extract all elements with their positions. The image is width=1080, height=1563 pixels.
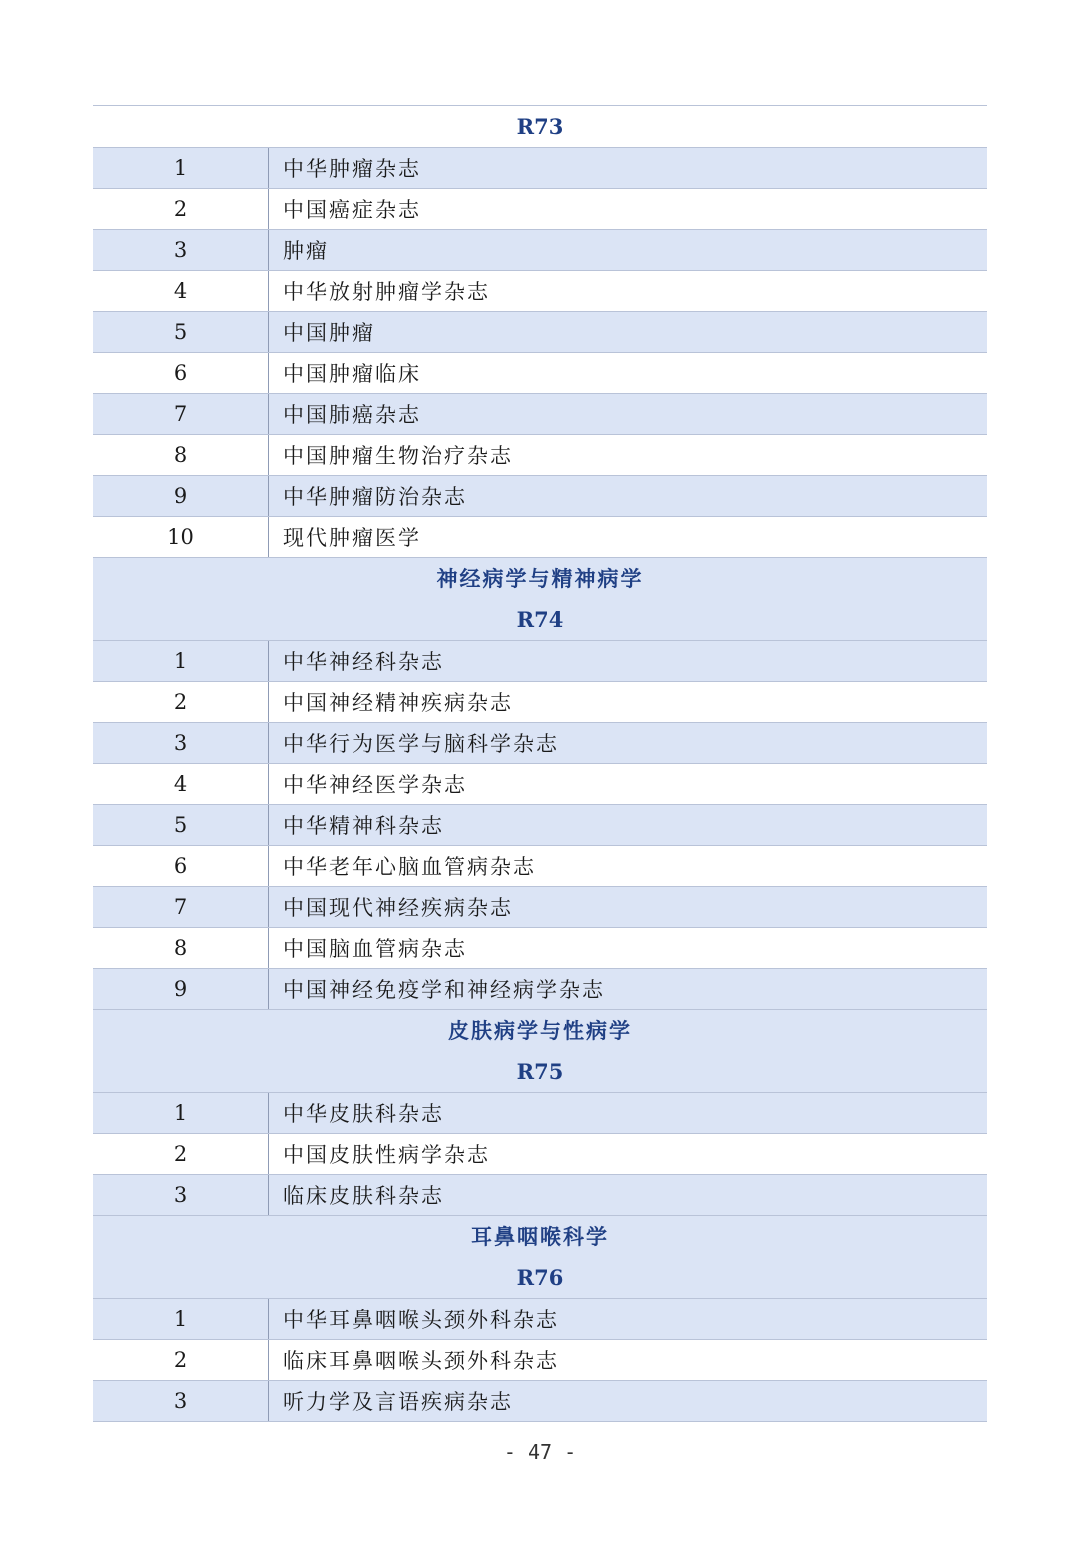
section-code: R75 <box>516 1059 564 1084</box>
section-header <box>93 558 987 641</box>
journal-name-cell: 中华放射肿瘤学杂志 <box>283 280 490 304</box>
table-row <box>93 1299 987 1340</box>
journal-name-cell: 中国肿瘤 <box>283 321 375 345</box>
table-row <box>93 1381 987 1422</box>
journal-name-cell: 中华耳鼻咽喉头颈外科杂志 <box>283 1308 559 1332</box>
rank-cell: 1 <box>93 148 269 188</box>
rank-cell: 4 <box>93 271 269 311</box>
table-row <box>93 435 987 476</box>
rank-cell: 3 <box>93 230 269 270</box>
table-row <box>93 476 987 517</box>
journal-name-cell: 肿瘤 <box>283 239 329 263</box>
table-row <box>93 394 987 435</box>
rank-cell: 5 <box>93 805 269 845</box>
journal-name-cell: 中国现代神经疾病杂志 <box>283 896 513 920</box>
rank-cell: 8 <box>93 435 269 475</box>
journal-name-cell: 中国肿瘤临床 <box>283 362 421 386</box>
journal-name-cell: 中华神经科杂志 <box>283 650 444 674</box>
journal-name-cell: 中国肿瘤生物治疗杂志 <box>283 444 513 468</box>
table-row <box>93 312 987 353</box>
journal-name-cell: 中华老年心脑血管病杂志 <box>283 855 536 879</box>
section-header <box>93 1216 987 1299</box>
section-title: 神经病学与精神病学 <box>436 566 644 591</box>
rank-cell: 3 <box>93 723 269 763</box>
section-header <box>93 106 987 148</box>
journal-name-cell: 中国神经精神疾病杂志 <box>283 691 513 715</box>
journal-name-cell: 中国癌症杂志 <box>283 198 421 222</box>
rank-cell: 4 <box>93 764 269 804</box>
section-title: 耳鼻咽喉科学 <box>471 1224 609 1249</box>
rank-cell: 9 <box>93 969 269 1009</box>
journal-name-cell: 听力学及言语疾病杂志 <box>283 1390 513 1414</box>
table-row <box>93 682 987 723</box>
table-row <box>93 846 987 887</box>
page-number: - 47 - <box>503 1440 577 1464</box>
journal-name-cell: 中华行为医学与脑科学杂志 <box>283 732 559 756</box>
section-title: 皮肤病学与性病学 <box>448 1018 632 1043</box>
journal-name-cell: 中国皮肤性病学杂志 <box>283 1143 490 1167</box>
journal-name-cell: 中国肺癌杂志 <box>283 403 421 427</box>
table-row <box>93 353 987 394</box>
rank-cell: 2 <box>93 682 269 722</box>
journal-name-cell: 临床皮肤科杂志 <box>283 1184 444 1208</box>
rank-cell: 6 <box>93 353 269 393</box>
section-code: R76 <box>516 1265 564 1290</box>
table-row <box>93 887 987 928</box>
table-row <box>93 148 987 189</box>
table-row <box>93 641 987 682</box>
journal-name-cell: 中华神经医学杂志 <box>283 773 467 797</box>
rank-cell: 8 <box>93 928 269 968</box>
table-row <box>93 1340 987 1381</box>
table-row <box>93 230 987 271</box>
table-row <box>93 517 987 558</box>
section-header <box>93 1010 987 1093</box>
rank-cell: 9 <box>93 476 269 516</box>
rank-cell: 7 <box>93 394 269 434</box>
journal-name-cell: 中华精神科杂志 <box>283 814 444 838</box>
table-row <box>93 805 987 846</box>
table-row <box>93 1093 987 1134</box>
section-code: R74 <box>516 607 564 632</box>
rank-cell: 5 <box>93 312 269 352</box>
table-row <box>93 723 987 764</box>
rank-cell: 7 <box>93 887 269 927</box>
journal-table <box>93 105 987 1422</box>
journal-name-cell: 中华皮肤科杂志 <box>283 1102 444 1126</box>
rank-cell: 6 <box>93 846 269 886</box>
rank-cell: 1 <box>93 641 269 681</box>
table-row <box>93 189 987 230</box>
journal-name-cell: 临床耳鼻咽喉头颈外科杂志 <box>283 1349 559 1373</box>
journal-name-cell: 中国脑血管病杂志 <box>283 937 467 961</box>
journal-name-cell: 中华肿瘤杂志 <box>283 157 421 181</box>
table-row <box>93 271 987 312</box>
rank-cell: 3 <box>93 1381 269 1421</box>
journal-name-cell: 中华肿瘤防治杂志 <box>283 485 467 509</box>
journal-name-cell: 现代肿瘤医学 <box>283 526 421 550</box>
section-code: R73 <box>516 114 564 139</box>
rank-cell: 10 <box>93 517 269 557</box>
table-row <box>93 969 987 1010</box>
journal-name-cell: 中国神经免疫学和神经病学杂志 <box>283 978 605 1002</box>
rank-cell: 3 <box>93 1175 269 1215</box>
rank-cell: 2 <box>93 189 269 229</box>
table-row <box>93 1134 987 1175</box>
rank-cell: 1 <box>93 1299 269 1339</box>
table-row <box>93 1175 987 1216</box>
table-row <box>93 928 987 969</box>
table-row <box>93 764 987 805</box>
rank-cell: 1 <box>93 1093 269 1133</box>
rank-cell: 2 <box>93 1340 269 1380</box>
rank-cell: 2 <box>93 1134 269 1174</box>
